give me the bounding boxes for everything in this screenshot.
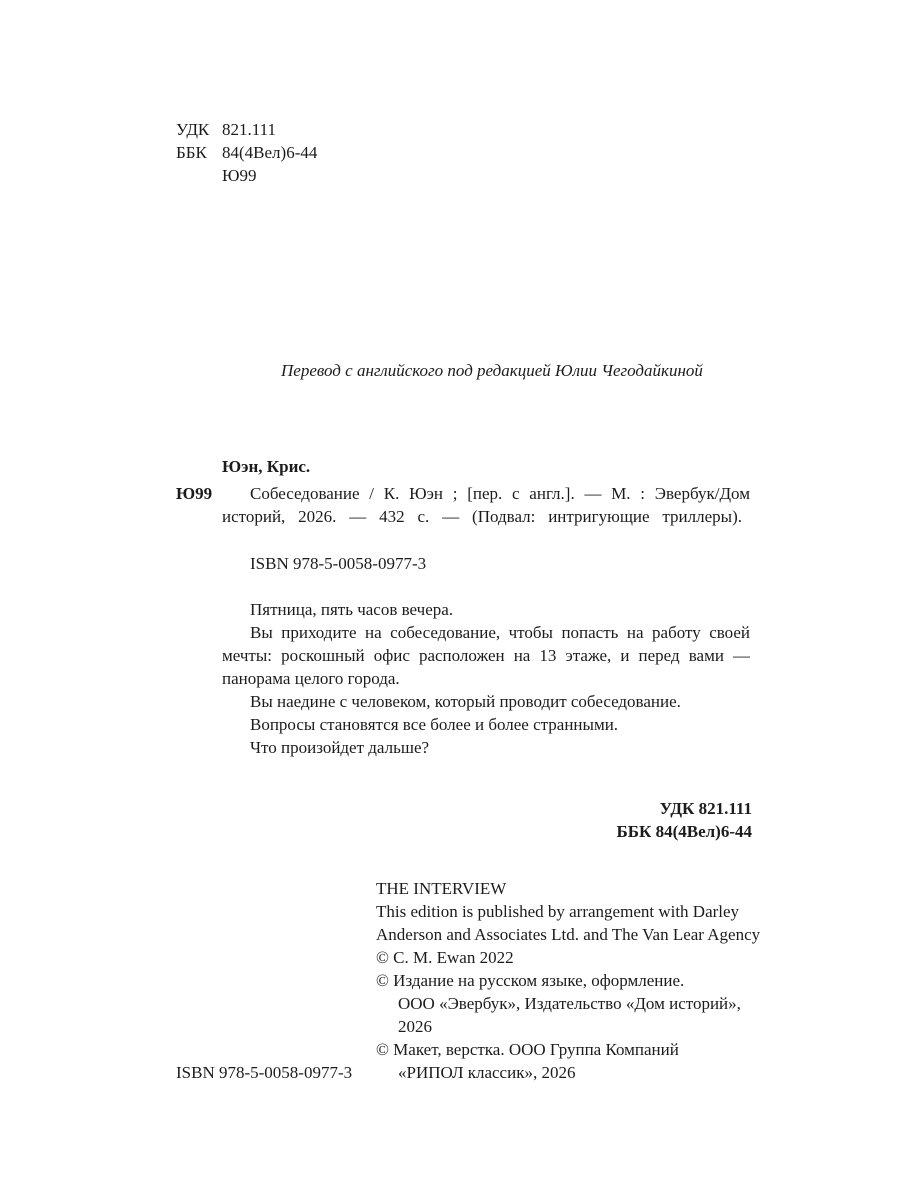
bibliographic-entry-line-1: Собеседование / К. Юэн ; [пер. с англ.]. — М. : Эвербук/Дом: [250, 484, 750, 503]
author-mark: Ю99: [176, 484, 213, 503]
layout-copyright-line-1: © Макет, верстка. ООО Группа Компаний: [376, 1040, 679, 1059]
udk-label: УДК: [176, 120, 210, 139]
author-mark-top: Ю99: [222, 166, 257, 185]
annotation-paragraph-2-line-1: Вы приходите на собеседование, чтобы попасть на работу своей: [250, 623, 750, 642]
bibliographic-entry-line-2: историй, 2026. — 432 с. — (Подвал: интригующие триллеры).: [222, 507, 742, 526]
annotation-paragraph-2-line-3: панорама целого города.: [222, 669, 400, 688]
footer-isbn: ISBN 978-5-0058-0977-3: [176, 1063, 353, 1082]
layout-copyright-line-2: «РИПОЛ классик», 2026: [398, 1063, 576, 1082]
annotation-paragraph-3: Вы наедине с человеком, который проводит собеседование.: [250, 692, 681, 711]
copyright-block: [376, 877, 760, 1084]
original-title: THE INTERVIEW: [376, 879, 507, 898]
udk-value: 821.111: [222, 120, 276, 139]
annotation-paragraph-1: Пятница, пять часов вечера.: [250, 600, 454, 619]
bottom-udk: УДК 821.111: [659, 799, 752, 818]
bbk-value: 84(4Вел)6-44: [222, 143, 318, 162]
bibliographic-isbn: ISBN 978-5-0058-0977-3: [250, 554, 427, 573]
author-heading: Юэн, Крис.: [222, 457, 311, 476]
russian-edition-line-1: © Издание на русском языке, оформление.: [376, 971, 685, 990]
edition-line-2: Anderson and Associates Ltd. and The Van Lear Agency: [376, 925, 761, 944]
russian-edition-line-2: ООО «Эвербук», Издательство «Дом историй»,: [398, 994, 741, 1013]
annotation-paragraph-5: Что произойдет дальше?: [250, 738, 430, 757]
author-copyright: © C. M. Ewan 2022: [376, 948, 514, 967]
top-classification-codes: [176, 118, 317, 187]
bottom-bbk: ББК 84(4Вел)6-44: [616, 822, 752, 841]
russian-edition-line-3: 2026: [398, 1017, 432, 1036]
edition-line-1: This edition is published by arrangement with Darley: [376, 902, 740, 921]
annotation-paragraph-2-line-2: мечты: роскошный офис расположен на 13 этаже, и перед вами —: [222, 646, 750, 665]
translator-note: Перевод с английского под редакцией Юлии Чегодайкиной: [281, 361, 703, 380]
annotation-paragraph-4: Вопросы становятся все более и более странными.: [250, 715, 619, 734]
bbk-label: ББК: [176, 143, 207, 162]
